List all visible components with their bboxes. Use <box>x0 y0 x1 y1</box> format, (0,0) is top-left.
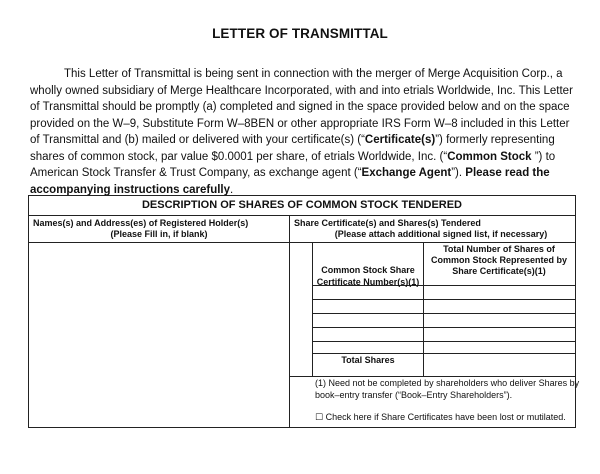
document-title: LETTER OF TRANSMITTAL <box>212 26 388 41</box>
grid-row-line <box>312 327 575 328</box>
certificates-column-header <box>294 218 574 240</box>
checkbox-label: Check here if Share Certificates have been lost or mutilated. <box>325 412 566 422</box>
grid-row-line <box>312 299 575 300</box>
holder-header-line2: (Please Fill in, if blank) <box>110 229 208 239</box>
intro-text-4: ”). <box>451 167 466 179</box>
certificates-grid <box>290 243 575 376</box>
grid-bottom-border <box>290 376 575 377</box>
intro-text-3: ”) to American Stock Transfer & Trust Company, as exchange agent (“ <box>30 150 556 179</box>
exchange-agent-term: Exchange Agent <box>361 167 452 179</box>
certificates-term: Certificate(s) <box>364 134 436 146</box>
checkbox-icon[interactable]: ☐ <box>315 413 324 423</box>
please-read-notice: Please read the accompanying instructions carefully <box>30 167 550 196</box>
grid-row-line <box>312 313 575 314</box>
holder-header-line1: Names(s) and Address(es) of Registered Holder(s) <box>33 218 249 228</box>
grid-row-line <box>312 341 575 342</box>
shares-tendered-table <box>28 195 580 428</box>
lost-certificates-option[interactable] <box>315 412 600 424</box>
holder-column-header <box>33 218 285 240</box>
footnote: (1) Need not be completed by shareholders who deliver Shares by book–entry transfer (“Book–Entry Shareholders”). <box>315 378 580 400</box>
certificates-header-line1: Share Certificate(s) and Shares(s) Tendered <box>294 218 481 228</box>
certificate-number-header: Common Stock Share Certificate Number(s)(1) <box>316 265 420 287</box>
common-stock-term: Common Stock <box>447 150 532 163</box>
total-shares-represented-header: Total Number of Shares of Common Stock Represented by Share Certificate(s)(1) <box>430 244 568 276</box>
intro-text-2: ”) formerly representing shares of common stock, par value $0.0001 per share, of etrials Worldwide, Inc. (“ <box>30 134 555 163</box>
certificates-header-line2: (Please attach additional signed list, if necessary) <box>334 229 548 239</box>
intro-text-1: This Letter of Transmittal is being sent in connection with the merger of Merge Acquisition Corp., a wholly owned subsidiary of Merge Healthcare Incorporated, with and into etrials Worldwide, Inc. This Letter of Transmittal should be promptly (a) completed and signed in the space provided below and on the space provided on the W–9, Substitute Form W–8BEN or other appropriate IRS Form W–8 included in this Letter of Transmittal and (b) mailed or delivered with your certificate(s) (“ <box>30 68 573 146</box>
intro-paragraph <box>30 66 576 198</box>
table-heading: DESCRIPTION OF SHARES OF COMMON STOCK TENDERED <box>29 196 575 216</box>
intro-end: . <box>230 183 234 196</box>
total-shares-label: Total Shares <box>341 355 395 365</box>
